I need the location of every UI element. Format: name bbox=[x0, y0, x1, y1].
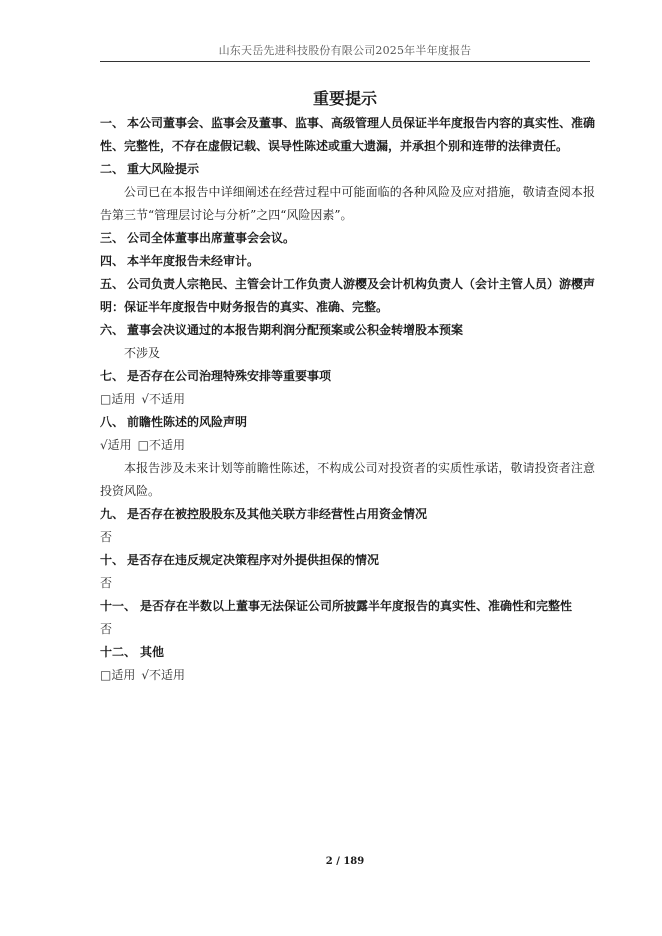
section-9-answer: 否 bbox=[100, 530, 113, 544]
section-heading: 是否存在违反规定决策程序对外提供担保的情况 bbox=[127, 553, 380, 567]
section-5 bbox=[100, 273, 595, 319]
section-8-applicability bbox=[100, 434, 595, 457]
page-title: 重要提示 bbox=[312, 89, 377, 108]
page-number: 2 / 189 bbox=[325, 856, 365, 867]
option-not-applicable: √不适用 bbox=[141, 392, 185, 406]
section-10-answer: 否 bbox=[100, 576, 113, 590]
section-number: 六、 bbox=[100, 323, 125, 337]
section-heading: 前瞻性陈述的风险声明 bbox=[127, 415, 248, 429]
section-number: 十一、 bbox=[100, 599, 137, 613]
section-7 bbox=[100, 365, 595, 388]
section-number: 三、 bbox=[100, 231, 125, 245]
option-applicable: √适用 bbox=[100, 438, 132, 452]
section-heading: 是否存在半数以上董事无法保证公司所披露半年度报告的真实性、准确性和完整性 bbox=[140, 599, 573, 613]
section-text: 本半年度报告未经审计。 bbox=[127, 254, 260, 268]
section-text: 公司负责人宗艳民、主管会计工作负责人游樱及会计机构负责人（会计主管人员）游樱声明：保证半年度报告中财务报告的真实、准确、完整。 bbox=[100, 277, 596, 314]
option-applicable: □适用 bbox=[100, 668, 136, 682]
section-number: 七、 bbox=[100, 369, 125, 383]
section-2 bbox=[100, 158, 595, 181]
content-body bbox=[100, 112, 595, 687]
section-number: 四、 bbox=[100, 254, 125, 268]
section-text: 本公司董事会、监事会及董事、监事、高级管理人员保证半年度报告内容的真实性、准确性、完整性，不存在虚假记载、误导性陈述或重大遗漏，并承担个别和连带的法律责任。 bbox=[100, 116, 596, 153]
section-number: 八、 bbox=[100, 415, 125, 429]
section-4 bbox=[100, 250, 595, 273]
option-applicable: □适用 bbox=[100, 392, 136, 406]
section-11 bbox=[100, 595, 595, 618]
section-10 bbox=[100, 549, 595, 572]
section-heading: 其他 bbox=[140, 645, 165, 659]
section-6-body: 不涉及 bbox=[124, 346, 161, 360]
section-2-body: 公司已在本报告中详细阐述在经营过程中可能面临的各种风险及应对措施，敬请查阅本报告第三节“管理层讨论与分析”之四“风险因素”。 bbox=[100, 185, 595, 222]
option-not-applicable: √不适用 bbox=[141, 668, 185, 682]
section-3 bbox=[100, 227, 595, 250]
section-heading: 重大风险提示 bbox=[127, 162, 200, 176]
running-header: 山东天岳先进科技股份有限公司2025年半年度报告 bbox=[218, 44, 472, 57]
section-9 bbox=[100, 503, 595, 526]
section-heading: 是否存在公司治理特殊安排等重要事项 bbox=[127, 369, 332, 383]
section-8 bbox=[100, 411, 595, 434]
section-number: 十、 bbox=[100, 553, 125, 567]
section-7-applicability bbox=[100, 388, 595, 411]
section-1 bbox=[100, 112, 595, 158]
section-text: 公司全体董事出席董事会会议。 bbox=[127, 231, 296, 245]
section-12 bbox=[100, 641, 595, 664]
section-number: 五、 bbox=[100, 277, 125, 291]
section-number: 二、 bbox=[100, 162, 125, 176]
section-number: 九、 bbox=[100, 507, 125, 521]
section-heading: 董事会决议通过的本报告期利润分配预案或公积金转增股本预案 bbox=[127, 323, 464, 337]
section-12-applicability bbox=[100, 664, 595, 687]
option-not-applicable: □不适用 bbox=[137, 438, 185, 452]
section-11-answer: 否 bbox=[100, 622, 113, 636]
section-number: 一、 bbox=[100, 116, 125, 130]
section-8-body: 本报告涉及未来计划等前瞻性陈述，不构成公司对投资者的实质性承诺，敬请投资者注意投资风险。 bbox=[100, 461, 595, 498]
section-6 bbox=[100, 319, 595, 342]
header-divider bbox=[100, 61, 590, 62]
section-heading: 是否存在被控股股东及其他关联方非经营性占用资金情况 bbox=[127, 507, 428, 521]
section-number: 十二、 bbox=[100, 645, 137, 659]
